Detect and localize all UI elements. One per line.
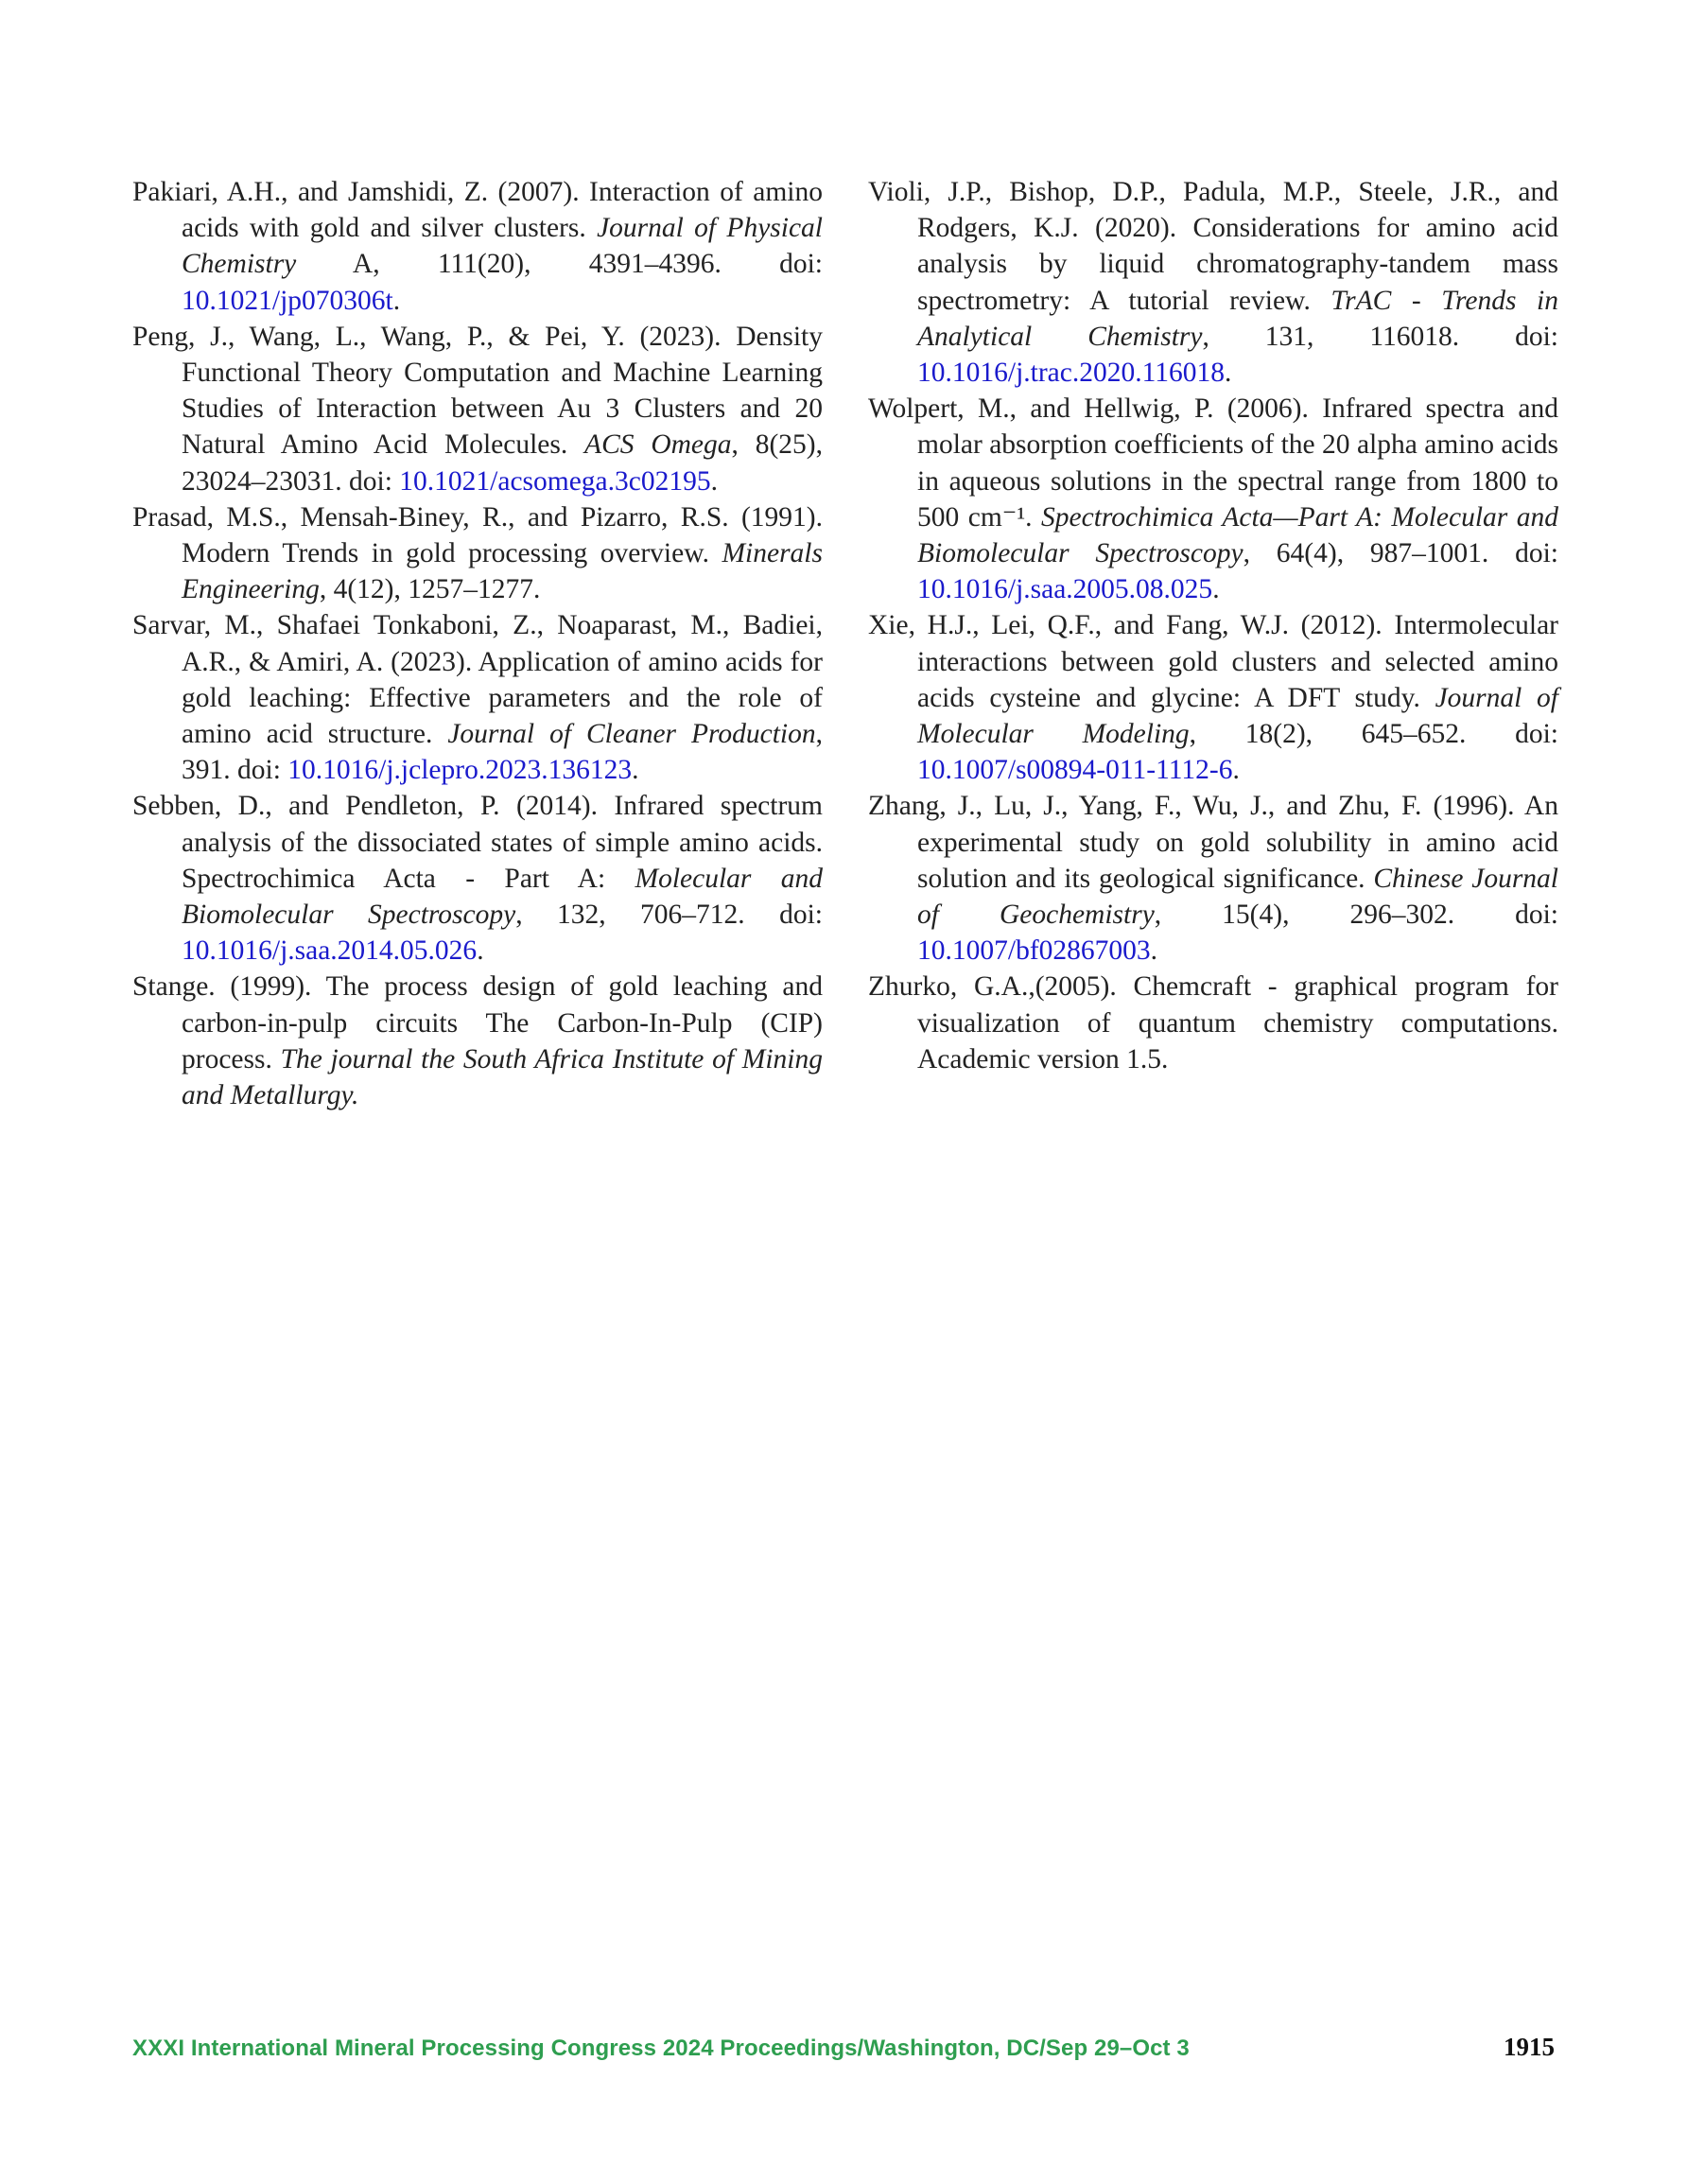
reference-journal: Minerals Engineering bbox=[182, 538, 823, 605]
doi-link[interactable]: 10.1016/j.saa.2005.08.025 bbox=[917, 574, 1213, 605]
reference-journal: The journal the South Africa Institute of Mining and Metallurgy. bbox=[182, 1043, 823, 1111]
reference-details: , 18(2), 645–652. doi: bbox=[1189, 719, 1558, 750]
reference-details: , 15(4), 296–302. doi: bbox=[1154, 900, 1558, 931]
reference-authors: Xie, H.J., Lei, Q.F., and Fang, W.J. (2012). Intermolecular interactions between gold clusters and selected amino acids cysteine and glycine: A DFT study. bbox=[868, 610, 1558, 713]
reference-entry bbox=[868, 607, 1558, 788]
reference-entry bbox=[132, 788, 823, 969]
reference-entry bbox=[132, 499, 823, 608]
reference-details: , 131, 116018. doi: bbox=[1202, 321, 1558, 352]
reference-details: A, 111(20), 4391–4396. doi: bbox=[296, 249, 823, 280]
reference-authors: Zhang, J., Lu, J., Yang, F., Wu, J., and Zhu, F. (1996). An experimental study on gold solubility in amino acid solution and its geological significance. bbox=[868, 791, 1558, 894]
reference-entry bbox=[132, 607, 823, 788]
reference-end: . bbox=[1212, 574, 1220, 605]
references-column-left bbox=[132, 174, 823, 1113]
reference-journal: Chinese Journal of Geochemistry bbox=[917, 863, 1558, 931]
reference-journal: Journal of Molecular Modeling bbox=[917, 682, 1558, 750]
reference-details: , 8(25), 23024–23031. doi: bbox=[182, 429, 824, 497]
proceedings-footer: XXXI International Mineral Processing Congress 2024 Proceedings/Washington, DC/Sep 29–Oct 3 bbox=[132, 2035, 1190, 2061]
reference-entry bbox=[132, 174, 823, 319]
reference-authors: Wolpert, M., and Hellwig, P. (2006). Infrared spectra and molar absorption coefficients of the 20 alpha amino acids in aqueous solutions in the spectral range from 1800 to 500 cm⁻¹. bbox=[868, 393, 1558, 533]
reference-end: . bbox=[477, 935, 484, 967]
reference-entry bbox=[132, 319, 823, 499]
doi-link[interactable]: 10.1021/acsomega.3c02195 bbox=[399, 465, 711, 497]
references-column-right bbox=[868, 174, 1558, 1077]
reference-authors: Sarvar, M., Shafaei Tonkaboni, Z., Noaparast, M., Badiei, A.R., & Amiri, A. (2023). Application of amino acids for gold leaching: Effective parameters and the role of amino acid structure. bbox=[132, 610, 823, 750]
reference-end: . bbox=[1225, 358, 1232, 389]
reference-authors: Pakiari, A.H., and Jamshidi, Z. (2007). Interaction of amino acids with gold and silver clusters. bbox=[132, 177, 823, 244]
reference-authors: Violi, J.P., Bishop, D.P., Padula, M.P., Steele, J.R., and Rodgers, K.J. (2020). Considerations for amino acid analysis by liquid chromatography-tandem mass spectrometry: A tutorial review. bbox=[868, 177, 1558, 316]
reference-journal: ACS Omega bbox=[584, 429, 732, 461]
reference-authors: Zhurko, G.A.,(2005). Chemcraft - graphical program for visualization of quantum chemistry computations. Academic version 1.5. bbox=[868, 971, 1558, 1075]
doi-link[interactable]: 10.1007/s00894-011-1112-6 bbox=[917, 755, 1233, 786]
reference-entry bbox=[868, 174, 1558, 391]
reference-details: , 132, 706–712. doi: bbox=[515, 900, 823, 931]
reference-authors: Stange. (1999). The process design of gold leaching and carbon-in-pulp circuits The Carbon-In-Pulp (CIP) process. bbox=[132, 971, 823, 1075]
reference-entry bbox=[868, 969, 1558, 1077]
reference-authors: Peng, J., Wang, L., Wang, P., & Pei, Y. (2023). Density Functional Theory Computation and Machine Learning Studies of Interaction between Au 3 Clusters and 20 Natural Amino Acid Molecules. bbox=[132, 321, 823, 461]
reference-entry bbox=[868, 391, 1558, 607]
reference-details: , 64(4), 987–1001. doi: bbox=[1243, 538, 1558, 569]
reference-details: , 391. doi: bbox=[182, 719, 823, 786]
doi-link[interactable]: 10.1016/j.jclepro.2023.136123 bbox=[287, 755, 633, 786]
reference-journal: TrAC - Trends in Analytical Chemistry bbox=[917, 285, 1558, 352]
reference-journal: Spectrochimica Acta—Part A: Molecular and Biomolecular Spectroscopy bbox=[917, 501, 1558, 569]
reference-end: . bbox=[392, 285, 401, 316]
doi-link[interactable]: 10.1021/jp070306t bbox=[182, 285, 393, 316]
reference-entry bbox=[132, 969, 823, 1113]
reference-end: . bbox=[1150, 935, 1158, 967]
reference-end: . bbox=[632, 755, 639, 786]
reference-journal: Journal of Physical Chemistry bbox=[182, 213, 823, 280]
doi-link[interactable]: 10.1016/j.saa.2014.05.026 bbox=[182, 935, 478, 967]
doi-link[interactable]: 10.1007/bf02867003 bbox=[917, 935, 1151, 967]
reference-journal: Molecular and Biomolecular Spectroscopy bbox=[182, 863, 823, 931]
doi-link[interactable]: 10.1016/j.trac.2020.116018 bbox=[917, 358, 1226, 389]
reference-entry bbox=[868, 788, 1558, 969]
reference-authors: Prasad, M.S., Mensah-Biney, R., and Pizarro, R.S. (1991). Modern Trends in gold processing overview. bbox=[132, 501, 823, 569]
reference-end: . bbox=[1232, 755, 1240, 786]
reference-end: . bbox=[710, 465, 718, 497]
page-number: 1915 bbox=[1504, 2033, 1555, 2061]
reference-journal: Journal of Cleaner Production bbox=[447, 719, 816, 750]
reference-authors: Sebben, D., and Pendleton, P. (2014). Infrared spectrum analysis of the dissociated states of simple amino acids. Spectrochimica Acta - Part A: bbox=[132, 791, 823, 894]
reference-details: , 4(12), 1257–1277. bbox=[319, 574, 541, 605]
